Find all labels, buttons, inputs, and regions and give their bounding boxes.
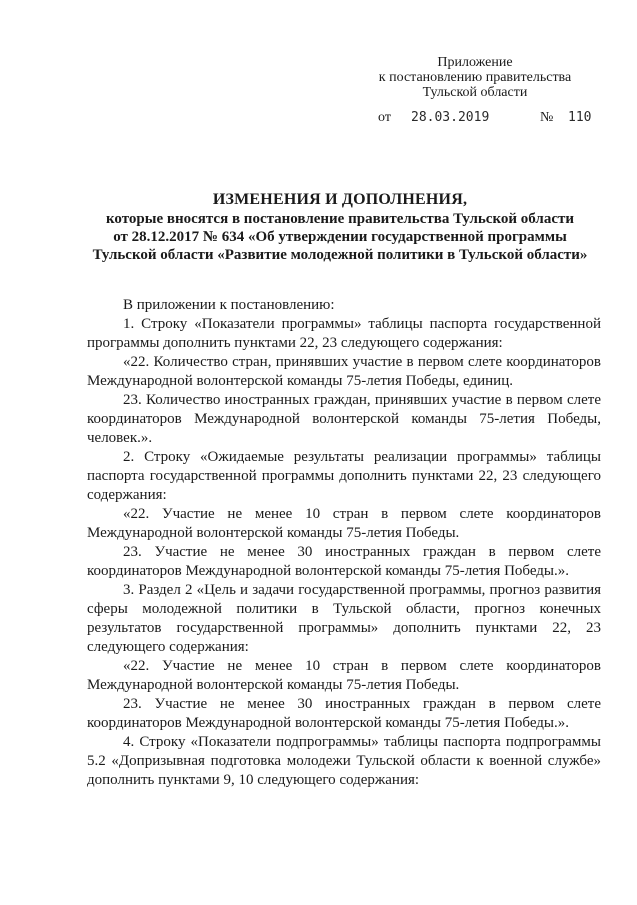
body-paragraph: «22. Участие не менее 10 стран в первом слете координаторов Международной волонтерской команды 75-летия Победы. [87,506,601,541]
appendix-line-2: к постановлению правительства [378,70,572,85]
title-main: ИЗМЕНЕНИЯ И ДОПОЛНЕНИЯ, [212,191,468,208]
appendix-line-3: Тульской области [422,85,528,100]
title-line-3: Тульской области «Развитие молодежной политики в Тульской области» [92,247,588,263]
appendix-line-1: Приложение [437,55,513,70]
document-body [87,296,601,790]
title-line-1: которые вносятся в постановление правительства Тульской области [105,211,575,227]
body-paragraph: «22. Количество стран, принявших участие в первом слете координаторов Международной волонтерской команды 75-летия Победы, единиц. [87,354,601,389]
body-paragraph: 4. Строку «Показатели подпрограммы» таблицы паспорта подпрограммы 5.2 «Допризывная подготовка молодежи Тульской области к военной службе» дополнить пунктами 9, 10 следующего содержания: [87,734,601,788]
body-paragraph: 23. Участие не менее 30 иностранных граждан в первом слете координаторов Международной волонтерской команды 75-летия Победы.». [87,696,601,731]
decree-date: 28.03.2019 [411,110,490,125]
appendix-header [360,55,590,100]
number-label: № [540,110,554,125]
body-paragraph: «22. Участие не менее 10 стран в первом слете координаторов Международной волонтерской команды 75-летия Победы. [87,658,601,693]
title-line-2: от 28.12.2017 № 634 «Об утверждении государственной программы [113,229,567,245]
body-paragraph: 23. Количество иностранных граждан, принявших участие в первом слете координаторов Международной волонтерской команды 75-летия Победы, человек.». [87,392,601,446]
decree-number: 110 [568,110,592,125]
body-paragraph: В приложении к постановлению: [123,297,335,313]
body-paragraph: 3. Раздел 2 «Цель и задачи государственной программы, прогноз развития сферы молодежной политики в Тульской области, прогноз конечных результатов государственной программы» дополнить пунктами 22, 23 следующего содержания: [87,582,601,655]
from-label: от [378,110,391,125]
body-paragraph: 2. Строку «Ожидаемые результаты реализации программы» таблицы паспорта государственной программы дополнить пунктами 22, 23 следующего содержания: [87,449,601,503]
body-paragraph: 1. Строку «Показатели программы» таблицы паспорта государственной программы дополнить пунктами 22, 23 следующего содержания: [87,316,601,351]
body-paragraph: 23. Участие не менее 30 иностранных граждан в первом слете координаторов Международной волонтерской команды 75-летия Победы.». [87,544,601,579]
document-title [60,190,620,264]
